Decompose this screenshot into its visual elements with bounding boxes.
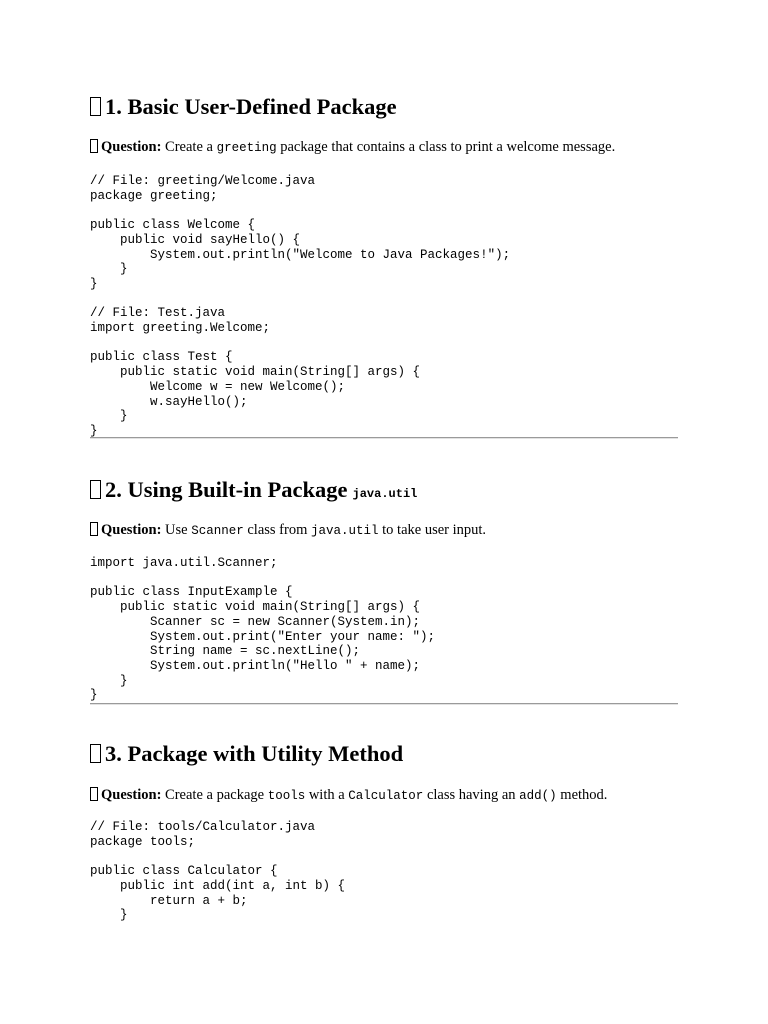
- missing-glyph-icon: [90, 480, 101, 499]
- question-label: Question:: [101, 139, 162, 155]
- code-line: }: [90, 673, 128, 688]
- code-line: public class InputExample {: [90, 585, 293, 600]
- code-line: System.out.println("Hello " + name);: [90, 658, 421, 673]
- section-2-title: [90, 476, 417, 508]
- code-line: Scanner sc = new Scanner(System.in);: [90, 614, 421, 629]
- question-text: class having an: [426, 787, 516, 803]
- code-line: public class Welcome {: [90, 218, 256, 233]
- question-text: Create a: [165, 139, 213, 155]
- question-text: method.: [560, 787, 608, 803]
- question-inline-code: add(): [519, 789, 557, 803]
- missing-glyph-icon: [90, 787, 98, 801]
- question-text: Create a package: [165, 787, 265, 803]
- missing-glyph-icon: [90, 744, 101, 763]
- code-line: package tools;: [90, 834, 196, 849]
- code-line: return a + b;: [90, 893, 248, 908]
- code-line: package greeting;: [90, 188, 218, 203]
- code-line: public static void main(String[] args) {: [90, 600, 421, 615]
- section-1-title: [90, 93, 397, 121]
- code-line: public int add(int a, int b) {: [90, 878, 346, 893]
- section-3-title: [90, 740, 403, 768]
- code-line: import java.util.Scanner;: [90, 556, 278, 570]
- code-line: }: [90, 688, 98, 703]
- code-line: // File: tools/Calculator.java: [90, 820, 316, 834]
- code-line: System.out.print("Enter your name: ");: [90, 629, 436, 644]
- section-1-divider: [90, 437, 678, 439]
- code-line: w.sayHello();: [90, 394, 248, 409]
- code-line: import greeting.Welcome;: [90, 321, 271, 336]
- question-inline-code: Calculator: [348, 789, 424, 803]
- section-1-title-text: 1. Basic User-Defined Package: [105, 94, 397, 119]
- code-line: }: [90, 409, 128, 424]
- missing-glyph-icon: [90, 522, 98, 536]
- code-line: public static void main(String[] args) {: [90, 365, 421, 380]
- section-1-question: [90, 137, 615, 158]
- question-text: class from: [247, 522, 308, 538]
- code-line: public class Test {: [90, 350, 233, 365]
- code-line: public void sayHello() {: [90, 232, 301, 247]
- code-line: String name = sc.nextLine();: [90, 644, 361, 659]
- question-text: package that contains a class to print a welcome message.: [280, 139, 616, 155]
- code-line: }: [90, 908, 128, 923]
- question-inline-code: Scanner: [191, 524, 244, 538]
- code-line: }: [90, 276, 98, 291]
- missing-glyph-icon: [90, 97, 101, 116]
- section-1-code-block: [90, 174, 510, 439]
- section-2-title-text: 2. Using Built-in Package: [105, 477, 348, 502]
- section-2-question: [90, 520, 486, 541]
- section-2-divider: [90, 703, 678, 705]
- question-inline-code: greeting: [216, 141, 277, 155]
- code-line: }: [90, 423, 98, 438]
- code-line: public class Calculator {: [90, 864, 278, 879]
- section-3-title-text: 3. Package with Utility Method: [105, 741, 404, 766]
- question-label: Question:: [101, 787, 162, 803]
- question-text: Use: [165, 522, 188, 538]
- section-2-code-block: [90, 556, 435, 703]
- question-text: with a: [308, 787, 345, 803]
- section-3-code-block: [90, 820, 345, 923]
- code-line: }: [90, 262, 128, 277]
- question-inline-code: java.util: [311, 524, 379, 538]
- code-line: // File: Test.java: [90, 306, 226, 321]
- code-line: Welcome w = new Welcome();: [90, 379, 346, 394]
- section-2-title-code: java.util: [352, 487, 418, 501]
- question-text: to take user input.: [382, 522, 487, 538]
- code-line: System.out.println("Welcome to Java Packages!");: [90, 247, 511, 262]
- question-label: Question:: [101, 522, 162, 538]
- missing-glyph-icon: [90, 139, 98, 153]
- question-inline-code: tools: [267, 789, 306, 803]
- section-3-question: [90, 785, 607, 806]
- code-line: // File: greeting/Welcome.java: [90, 174, 316, 188]
